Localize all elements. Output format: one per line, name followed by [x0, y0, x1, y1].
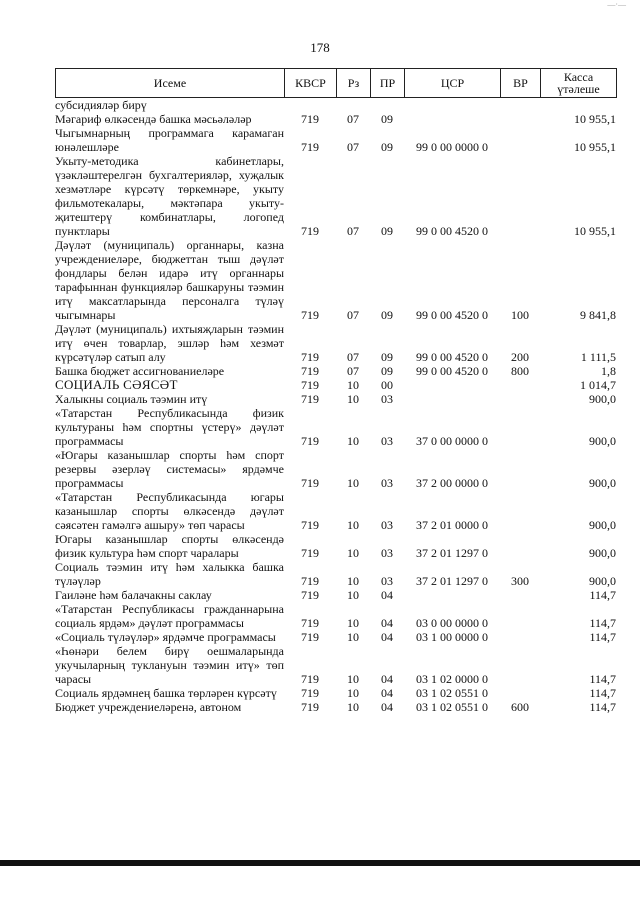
scan-corner-mark: —·— — [607, 0, 626, 9]
header-name: Исеме — [56, 69, 285, 98]
row-rz: 10 — [347, 616, 359, 630]
row-sum: 900,0 — [589, 546, 616, 560]
row-vr: 200 — [511, 350, 529, 364]
row-csr — [404, 378, 500, 392]
row-pr: 03 — [381, 476, 393, 490]
row-rz: 10 — [347, 518, 359, 532]
row-kvsr: 719 — [301, 686, 319, 700]
row-pr: 03 — [381, 574, 393, 588]
row-csr — [404, 112, 500, 126]
row-rz: 07 — [347, 350, 359, 364]
row-csr: 37 2 01 0000 0 — [416, 518, 488, 532]
header-pr: ПР — [371, 69, 405, 98]
table-row — [55, 98, 616, 112]
page-number: 178 — [310, 40, 330, 55]
row-rz: 07 — [347, 224, 359, 238]
row-kvsr: 719 — [301, 224, 319, 238]
table-row — [55, 560, 616, 588]
row-vr — [500, 588, 540, 602]
row-kvsr: 719 — [301, 434, 319, 448]
row-pr: 03 — [381, 392, 393, 406]
row-pr: 04 — [381, 700, 393, 714]
budget-table — [55, 98, 616, 714]
row-vr — [500, 154, 540, 238]
row-kvsr: 719 — [301, 630, 319, 644]
row-rz: 10 — [347, 546, 359, 560]
row-name: Социаль тәэмин итү һәм халыкка башка түләүләр — [55, 560, 284, 588]
header-csr: ЦСР — [405, 69, 501, 98]
row-sum: 900,0 — [589, 518, 616, 532]
row-name: «Татарстан Республикасы гражданнарына социаль ярдәм» дәүләт программасы — [55, 602, 284, 630]
row-rz: 10 — [347, 434, 359, 448]
row-csr: 03 1 02 0551 0 — [416, 700, 488, 714]
row-rz: 10 — [347, 700, 359, 714]
row-kvsr: 719 — [301, 112, 319, 126]
row-csr: 37 2 01 1297 0 — [416, 546, 488, 560]
row-kvsr: 719 — [301, 140, 319, 154]
row-name: СОЦИАЛЬ СӘЯСӘТ — [55, 377, 178, 392]
table-row — [55, 700, 616, 714]
table-row — [55, 406, 616, 448]
row-name: «Татарстан Республикасында физик культураны һәм спортны үстерү» дәүләт программасы — [55, 406, 284, 448]
table-row — [55, 602, 616, 630]
row-pr: 09 — [381, 364, 393, 378]
row-vr — [500, 602, 540, 630]
row-csr: 99 0 00 4520 0 — [416, 308, 488, 322]
row-csr: 99 0 00 4520 0 — [416, 224, 488, 238]
row-name: Дәүләт (муниципаль) ихтыяҗларын тәэмин итү өчен товарлар, эшләр һәм хезмәт күрсәтүләр сатып алу — [55, 322, 284, 364]
table-row — [55, 392, 616, 406]
row-csr: 37 2 01 1297 0 — [416, 574, 488, 588]
row-rz: 07 — [347, 140, 359, 154]
row-rz: 07 — [347, 112, 359, 126]
row-pr: 04 — [381, 616, 393, 630]
row-kvsr: 719 — [301, 574, 319, 588]
row-pr: 04 — [381, 588, 393, 602]
row-vr — [500, 406, 540, 448]
row-pr: 00 — [381, 378, 393, 392]
row-kvsr: 719 — [301, 588, 319, 602]
row-name: Башка бюджет ассигнованиеләре — [55, 364, 225, 378]
row-name: Чыгымнарның программага карамаган юнәлешләре — [55, 126, 284, 154]
table-row — [55, 126, 616, 154]
row-name: «Һөнәри белем бирү оешмаларында укучыларның туклануын тәэмин итү» төп чарасы — [55, 644, 284, 686]
row-vr — [500, 126, 540, 154]
row-sum: 10 955,1 — [574, 112, 616, 126]
row-pr: 03 — [381, 434, 393, 448]
header-kvsr: КВСР — [285, 69, 337, 98]
row-vr — [500, 686, 540, 700]
row-pr: 09 — [381, 308, 393, 322]
row-kvsr: 719 — [301, 546, 319, 560]
row-sum: 900,0 — [589, 574, 616, 588]
row-pr: 04 — [381, 672, 393, 686]
row-pr: 04 — [381, 630, 393, 644]
row-kvsr: 719 — [301, 672, 319, 686]
table-row — [55, 378, 616, 392]
header-vr: ВР — [501, 69, 541, 98]
row-vr — [500, 490, 540, 532]
row-vr: 600 — [511, 700, 529, 714]
row-csr — [404, 392, 500, 406]
row-vr — [500, 98, 540, 112]
row-rz: 07 — [347, 308, 359, 322]
table-row — [55, 490, 616, 532]
row-vr — [500, 378, 540, 392]
row-csr: 03 1 02 0000 0 — [416, 672, 488, 686]
row-pr: 09 — [381, 350, 393, 364]
row-sum: 114,7 — [589, 672, 616, 686]
row-sum — [540, 98, 616, 112]
row-csr: 03 0 00 0000 0 — [416, 616, 488, 630]
row-vr — [500, 392, 540, 406]
row-pr — [370, 98, 404, 112]
row-rz: 10 — [347, 672, 359, 686]
row-csr — [404, 98, 500, 112]
row-rz: 10 — [347, 476, 359, 490]
row-sum: 1 111,5 — [580, 350, 616, 364]
row-kvsr: 719 — [301, 616, 319, 630]
row-rz — [336, 98, 370, 112]
row-csr: 99 0 00 4520 0 — [416, 364, 488, 378]
table-row — [55, 154, 616, 238]
row-name: «Югары казанышлар спорты һәм спорт резервы әзерләү системасы» ярдәмче программасы — [55, 448, 284, 490]
row-vr — [500, 112, 540, 126]
table-row — [55, 644, 616, 686]
row-rz: 10 — [347, 392, 359, 406]
row-name: Югары казанышлар спорты өлкәсендә физик культура һәм спорт чаралары — [55, 532, 284, 560]
row-kvsr — [284, 98, 336, 112]
row-vr: 800 — [511, 364, 529, 378]
row-rz: 10 — [347, 588, 359, 602]
table-row — [55, 112, 616, 126]
row-sum: 9 841,8 — [580, 308, 616, 322]
row-name: «Социаль түләүләр» ярдәмче программасы — [55, 630, 276, 644]
row-pr: 09 — [381, 140, 393, 154]
row-name: Укыту-методика кабинетлары, үзәкләштерелгән бухгалтерияләр, хуҗалык хезмәтләре күрсәтү төркемнәре, укыту фильмотекалары, мәктәпара укыту-җитештерү комбинатлары, логопед пунктлары — [55, 154, 284, 238]
row-rz: 07 — [347, 364, 359, 378]
row-csr — [404, 588, 500, 602]
row-kvsr: 719 — [301, 518, 319, 532]
row-name: Бюджет учреждениеләренә, автоном — [55, 700, 242, 714]
row-name: Мәгариф өлкәсендә башка мәсьәләләр — [55, 112, 252, 126]
row-rz: 10 — [347, 686, 359, 700]
row-pr: 09 — [381, 224, 393, 238]
row-kvsr: 719 — [301, 378, 319, 392]
row-sum: 114,7 — [589, 630, 616, 644]
row-csr: 03 1 02 0551 0 — [416, 686, 488, 700]
header-rz: Рз — [337, 69, 371, 98]
row-csr: 37 2 00 0000 0 — [416, 476, 488, 490]
row-vr: 300 — [511, 574, 529, 588]
row-csr: 99 0 00 4520 0 — [416, 350, 488, 364]
table-row — [55, 630, 616, 644]
row-sum: 900,0 — [589, 392, 616, 406]
row-kvsr: 719 — [301, 364, 319, 378]
table-header — [55, 68, 617, 98]
row-csr: 03 1 00 0000 0 — [416, 630, 488, 644]
row-kvsr: 719 — [301, 700, 319, 714]
row-name: субсидияләр бирү — [55, 98, 147, 112]
row-csr: 99 0 00 0000 0 — [416, 140, 488, 154]
row-sum: 114,7 — [589, 588, 616, 602]
table-row — [55, 686, 616, 700]
row-rz: 10 — [347, 378, 359, 392]
row-sum: 10 955,1 — [574, 224, 616, 238]
table-row — [55, 322, 616, 364]
row-sum: 114,7 — [589, 686, 616, 700]
row-sum: 900,0 — [589, 434, 616, 448]
row-rz: 10 — [347, 630, 359, 644]
row-name: Халыкны социаль тәэмин итү — [55, 392, 208, 406]
table-row — [55, 532, 616, 560]
row-kvsr: 719 — [301, 350, 319, 364]
row-sum: 900,0 — [589, 476, 616, 490]
row-name: Гаиләне һәм балачакны саклау — [55, 588, 212, 602]
row-sum: 10 955,1 — [574, 140, 616, 154]
row-vr: 100 — [511, 308, 529, 322]
row-kvsr: 719 — [301, 476, 319, 490]
row-kvsr: 719 — [301, 392, 319, 406]
row-sum: 114,7 — [589, 616, 616, 630]
scan-bottom-border — [0, 860, 640, 866]
row-name: Социаль ярдәмнең башка төрләрен күрсәтү — [55, 686, 277, 700]
row-pr: 03 — [381, 546, 393, 560]
row-sum: 1,8 — [601, 364, 616, 378]
row-vr — [500, 630, 540, 644]
row-sum: 114,7 — [589, 700, 616, 714]
table-row — [55, 364, 616, 378]
row-pr: 03 — [381, 518, 393, 532]
row-name: «Татарстан Республикасында югары казанышлар спорты өлкәсендә дәүләт сәясәтен гамәлгә ашыру» төп чарасы — [55, 490, 284, 532]
table-row — [55, 448, 616, 490]
row-csr: 37 0 00 0000 0 — [416, 434, 488, 448]
header-sum: Касса үтәлеше — [541, 69, 617, 98]
row-vr — [500, 448, 540, 490]
row-kvsr: 719 — [301, 308, 319, 322]
row-sum: 1 014,7 — [580, 378, 616, 392]
row-vr — [500, 532, 540, 560]
table-row — [55, 238, 616, 322]
row-pr: 09 — [381, 112, 393, 126]
row-name: Дәүләт (муниципаль) органнары, казна учреждениеләре, бюджеттан тыш дәүләт фондлары белән идарә итү органнары тарафыннан функцияләр башкаруны тәэмин итү максатларында персоналга түләү чыгымнары — [55, 238, 284, 322]
table-row — [55, 588, 616, 602]
row-vr — [500, 644, 540, 686]
row-rz: 10 — [347, 574, 359, 588]
row-pr: 04 — [381, 686, 393, 700]
